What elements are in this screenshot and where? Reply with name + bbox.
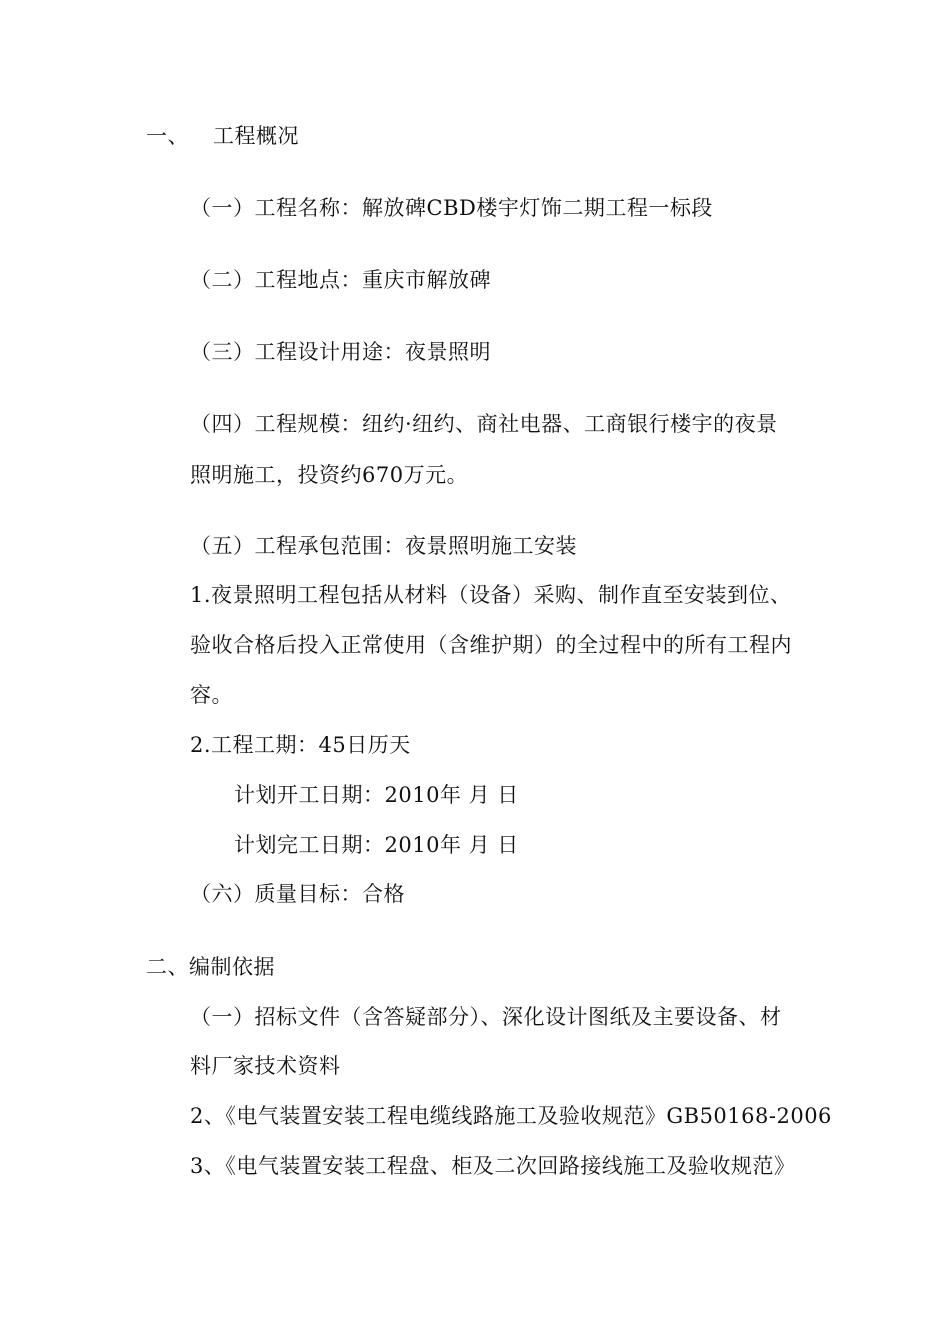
scope-item-1-line3: 容。 (190, 683, 233, 707)
planned-start-date: 计划开工日期：2010年 月 日 (234, 783, 519, 807)
quality-goal: （六）质量目标：合格 (190, 882, 405, 906)
section1-heading-number: 一、 (146, 124, 189, 148)
project-name: （一）工程名称：解放碑CBD楼宇灯饰二期工程一标段 (190, 196, 713, 220)
scope-item-2: 2.工程工期：45日历天 (190, 733, 411, 757)
basis-item-2: 2、《电气装置安装工程电缆线路施工及验收规范》GB50168-2006 (190, 1104, 832, 1128)
section2-heading: 二、编制依据 (146, 955, 275, 979)
basis-item-1-line1: （一）招标文件（含答疑部分）、深化设计图纸及主要设备、材 (190, 1005, 782, 1029)
project-scale-line2: 照明施工，投资约670万元。 (190, 463, 469, 487)
project-scope: （五）工程承包范围：夜景照明施工安装 (190, 534, 577, 558)
project-location: （二）工程地点：重庆市解放碑 (190, 268, 491, 292)
basis-item-1-line2: 料厂家技术资料 (190, 1054, 341, 1078)
scope-item-1-line2: 验收合格后投入正常使用（含维护期）的全过程中的所有工程内 (190, 633, 792, 657)
scope-item-1-line1: 1.夜景照明工程包括从材料（设备）采购、制作直至安装到位、 (190, 583, 792, 607)
project-purpose: （三）工程设计用途：夜景照明 (190, 340, 491, 364)
section1-heading-text: 工程概况 (213, 124, 299, 148)
planned-end-date: 计划完工日期：2010年 月 日 (234, 833, 519, 857)
basis-item-3: 3、《电气装置安装工程盘、柜及二次回路接线施工及验收规范》 (190, 1154, 796, 1178)
section1-heading (146, 121, 299, 151)
project-scale-line1: （四）工程规模：纽约·纽约、商社电器、工商银行楼宇的夜景 (190, 412, 778, 436)
